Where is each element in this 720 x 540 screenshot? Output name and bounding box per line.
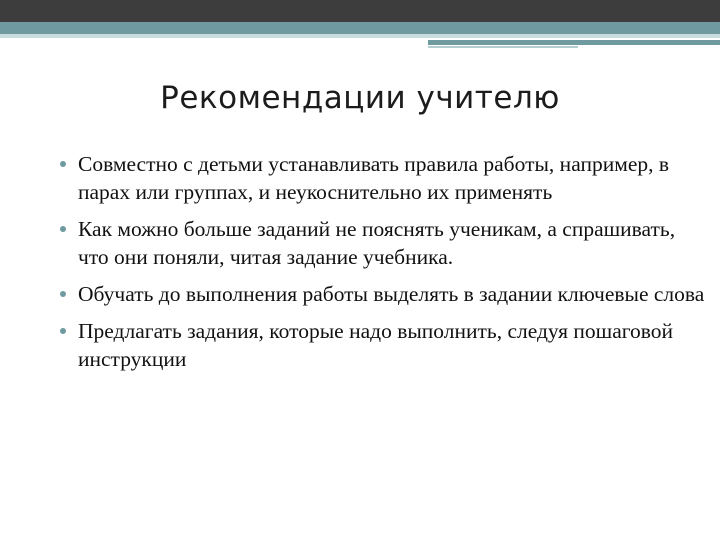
bullet-item — [58, 150, 708, 206]
header-dark-band — [0, 0, 720, 22]
bullet-text: Предлагать задания, которые надо выполнить, следуя пошаговой инструкции — [78, 319, 674, 371]
bullet-dot-icon — [60, 328, 66, 334]
bullet-text: Обучать до выполнения работы выделять в задании ключевые слова — [78, 282, 705, 306]
bullet-dot-icon — [60, 161, 66, 167]
header-light-stripe — [0, 34, 720, 38]
header-thin-stripe — [428, 46, 578, 48]
header-teal-band — [0, 22, 720, 34]
bullet-item — [58, 215, 708, 271]
bullet-item — [58, 317, 708, 373]
bullet-dot-icon — [60, 291, 66, 297]
bullet-dot-icon — [60, 226, 66, 232]
bullet-list — [58, 150, 708, 382]
slide-title: Рекомендации учителю — [160, 80, 560, 116]
bullet-text: Совместно с детьми устанавливать правила работы, например, в парах или группах, и неукоснительно их применять — [78, 152, 670, 204]
bullet-text: Как можно больше заданий не пояснять ученикам, а спрашивать, что они поняли, читая задание учебника. — [78, 217, 676, 269]
header-accent-stripe — [428, 40, 720, 45]
bullet-item — [58, 280, 708, 308]
